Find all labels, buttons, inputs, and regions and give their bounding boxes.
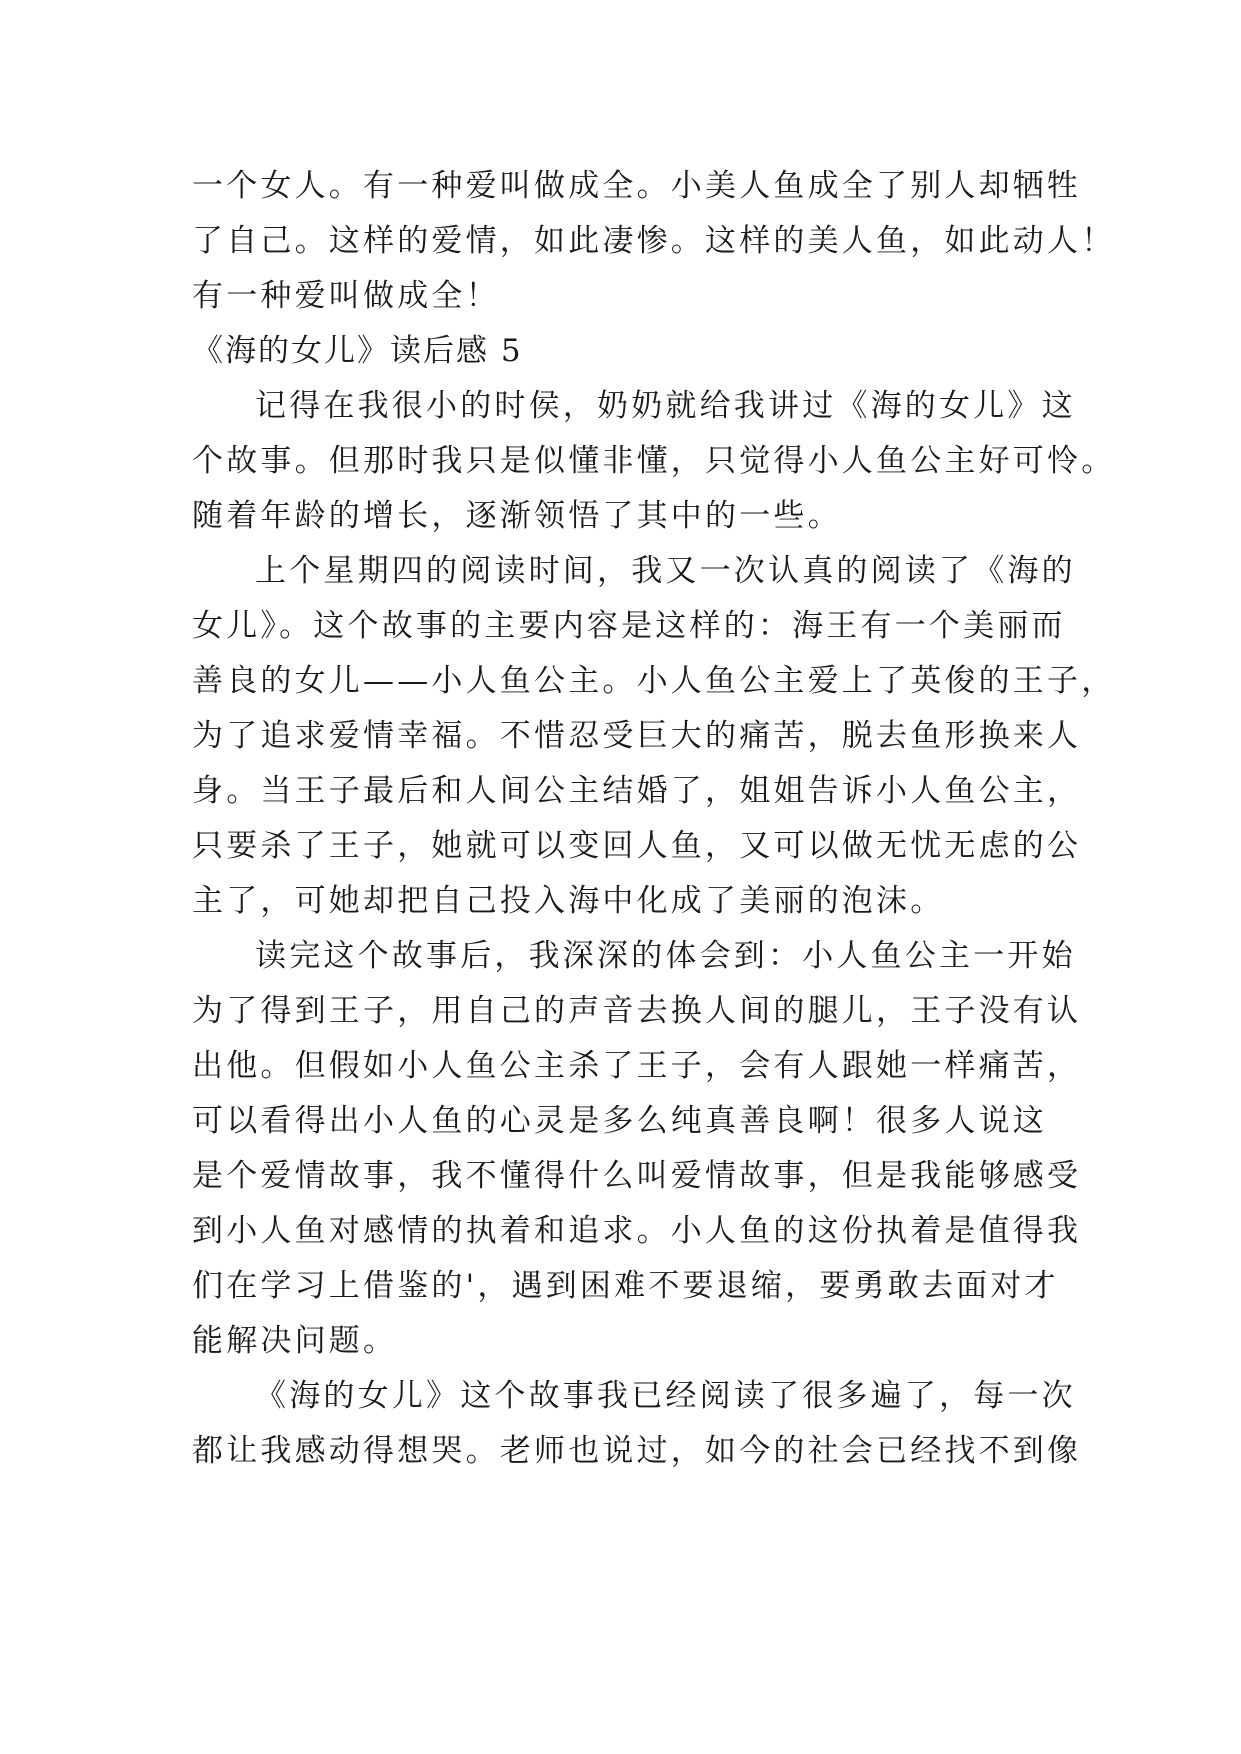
- text-line: 善良的女儿——小人鱼公主。小人鱼公主爱上了英俊的王子，: [192, 663, 1116, 699]
- text-line: 随着年龄的增长，逐渐领悟了其中的一些。: [192, 498, 842, 534]
- text-line: 都让我感动得想哭。老师也说过，如今的社会已经找不到像: [192, 1433, 1082, 1469]
- text-line: 身。当王子最后和人间公主结婚了，姐姐告诉小人鱼公主，: [192, 773, 1082, 809]
- paragraph-first-line: 记得在我很小的时侯，奶奶就给我讲过《海的女儿》这: [255, 388, 1076, 424]
- text-line: 有一种爱叫做成全！: [192, 278, 500, 314]
- text-line: 们在学习上借鉴的'，遇到困难不要退缩，要勇敢去面对才: [192, 1268, 1059, 1304]
- paragraph-first-line: 《海的女儿》这个故事我已经阅读了很多遍了，每一次: [255, 1378, 1076, 1414]
- text-line: 可以看得出小人鱼的心灵是多么纯真善良啊！很多人说这: [192, 1103, 1047, 1139]
- text-line: 为了得到王子，用自己的声音去换人间的腿儿，王子没有认: [192, 993, 1082, 1029]
- text-line: 一个女人。有一种爱叫做成全。小美人鱼成全了别人却牺牲: [192, 168, 1082, 204]
- paragraph-first-line: 上个星期四的阅读时间，我又一次认真的阅读了《海的: [255, 553, 1076, 589]
- text-line: 女儿》。这个故事的主要内容是这样的：海王有一个美丽而: [192, 608, 1066, 644]
- text-line: 出他。但假如小人鱼公主杀了王子，会有人跟她一样痛苦，: [192, 1048, 1082, 1084]
- text-line: 个故事。但那时我只是似懂非懂，只觉得小人鱼公主好可怜。: [192, 443, 1116, 479]
- section-heading: 《海的女儿》读后感 5: [192, 333, 523, 369]
- paragraph-first-line: 读完这个故事后，我深深的体会到：小人鱼公主一开始: [255, 938, 1076, 974]
- text-line: 了自己。这样的爱情，如此凄惨。这样的美人鱼，如此动人！: [192, 223, 1116, 259]
- document-body: [192, 159, 1116, 1479]
- text-line: 是个爱情故事，我不懂得什么叫爱情故事，但是我能够感受: [192, 1158, 1082, 1194]
- text-line: 能解决问题。: [192, 1323, 398, 1359]
- text-line: 只要杀了王子，她就可以变回人鱼，又可以做无忧无虑的公: [192, 828, 1082, 864]
- text-line: 主了，可她却把自己投入海中化成了美丽的泡沫。: [192, 883, 945, 919]
- text-line: 为了追求爱情幸福。不惜忍受巨大的痛苦，脱去鱼形换来人: [192, 718, 1082, 754]
- text-line: 到小人鱼对感情的执着和追求。小人鱼的这份执着是值得我: [192, 1213, 1082, 1249]
